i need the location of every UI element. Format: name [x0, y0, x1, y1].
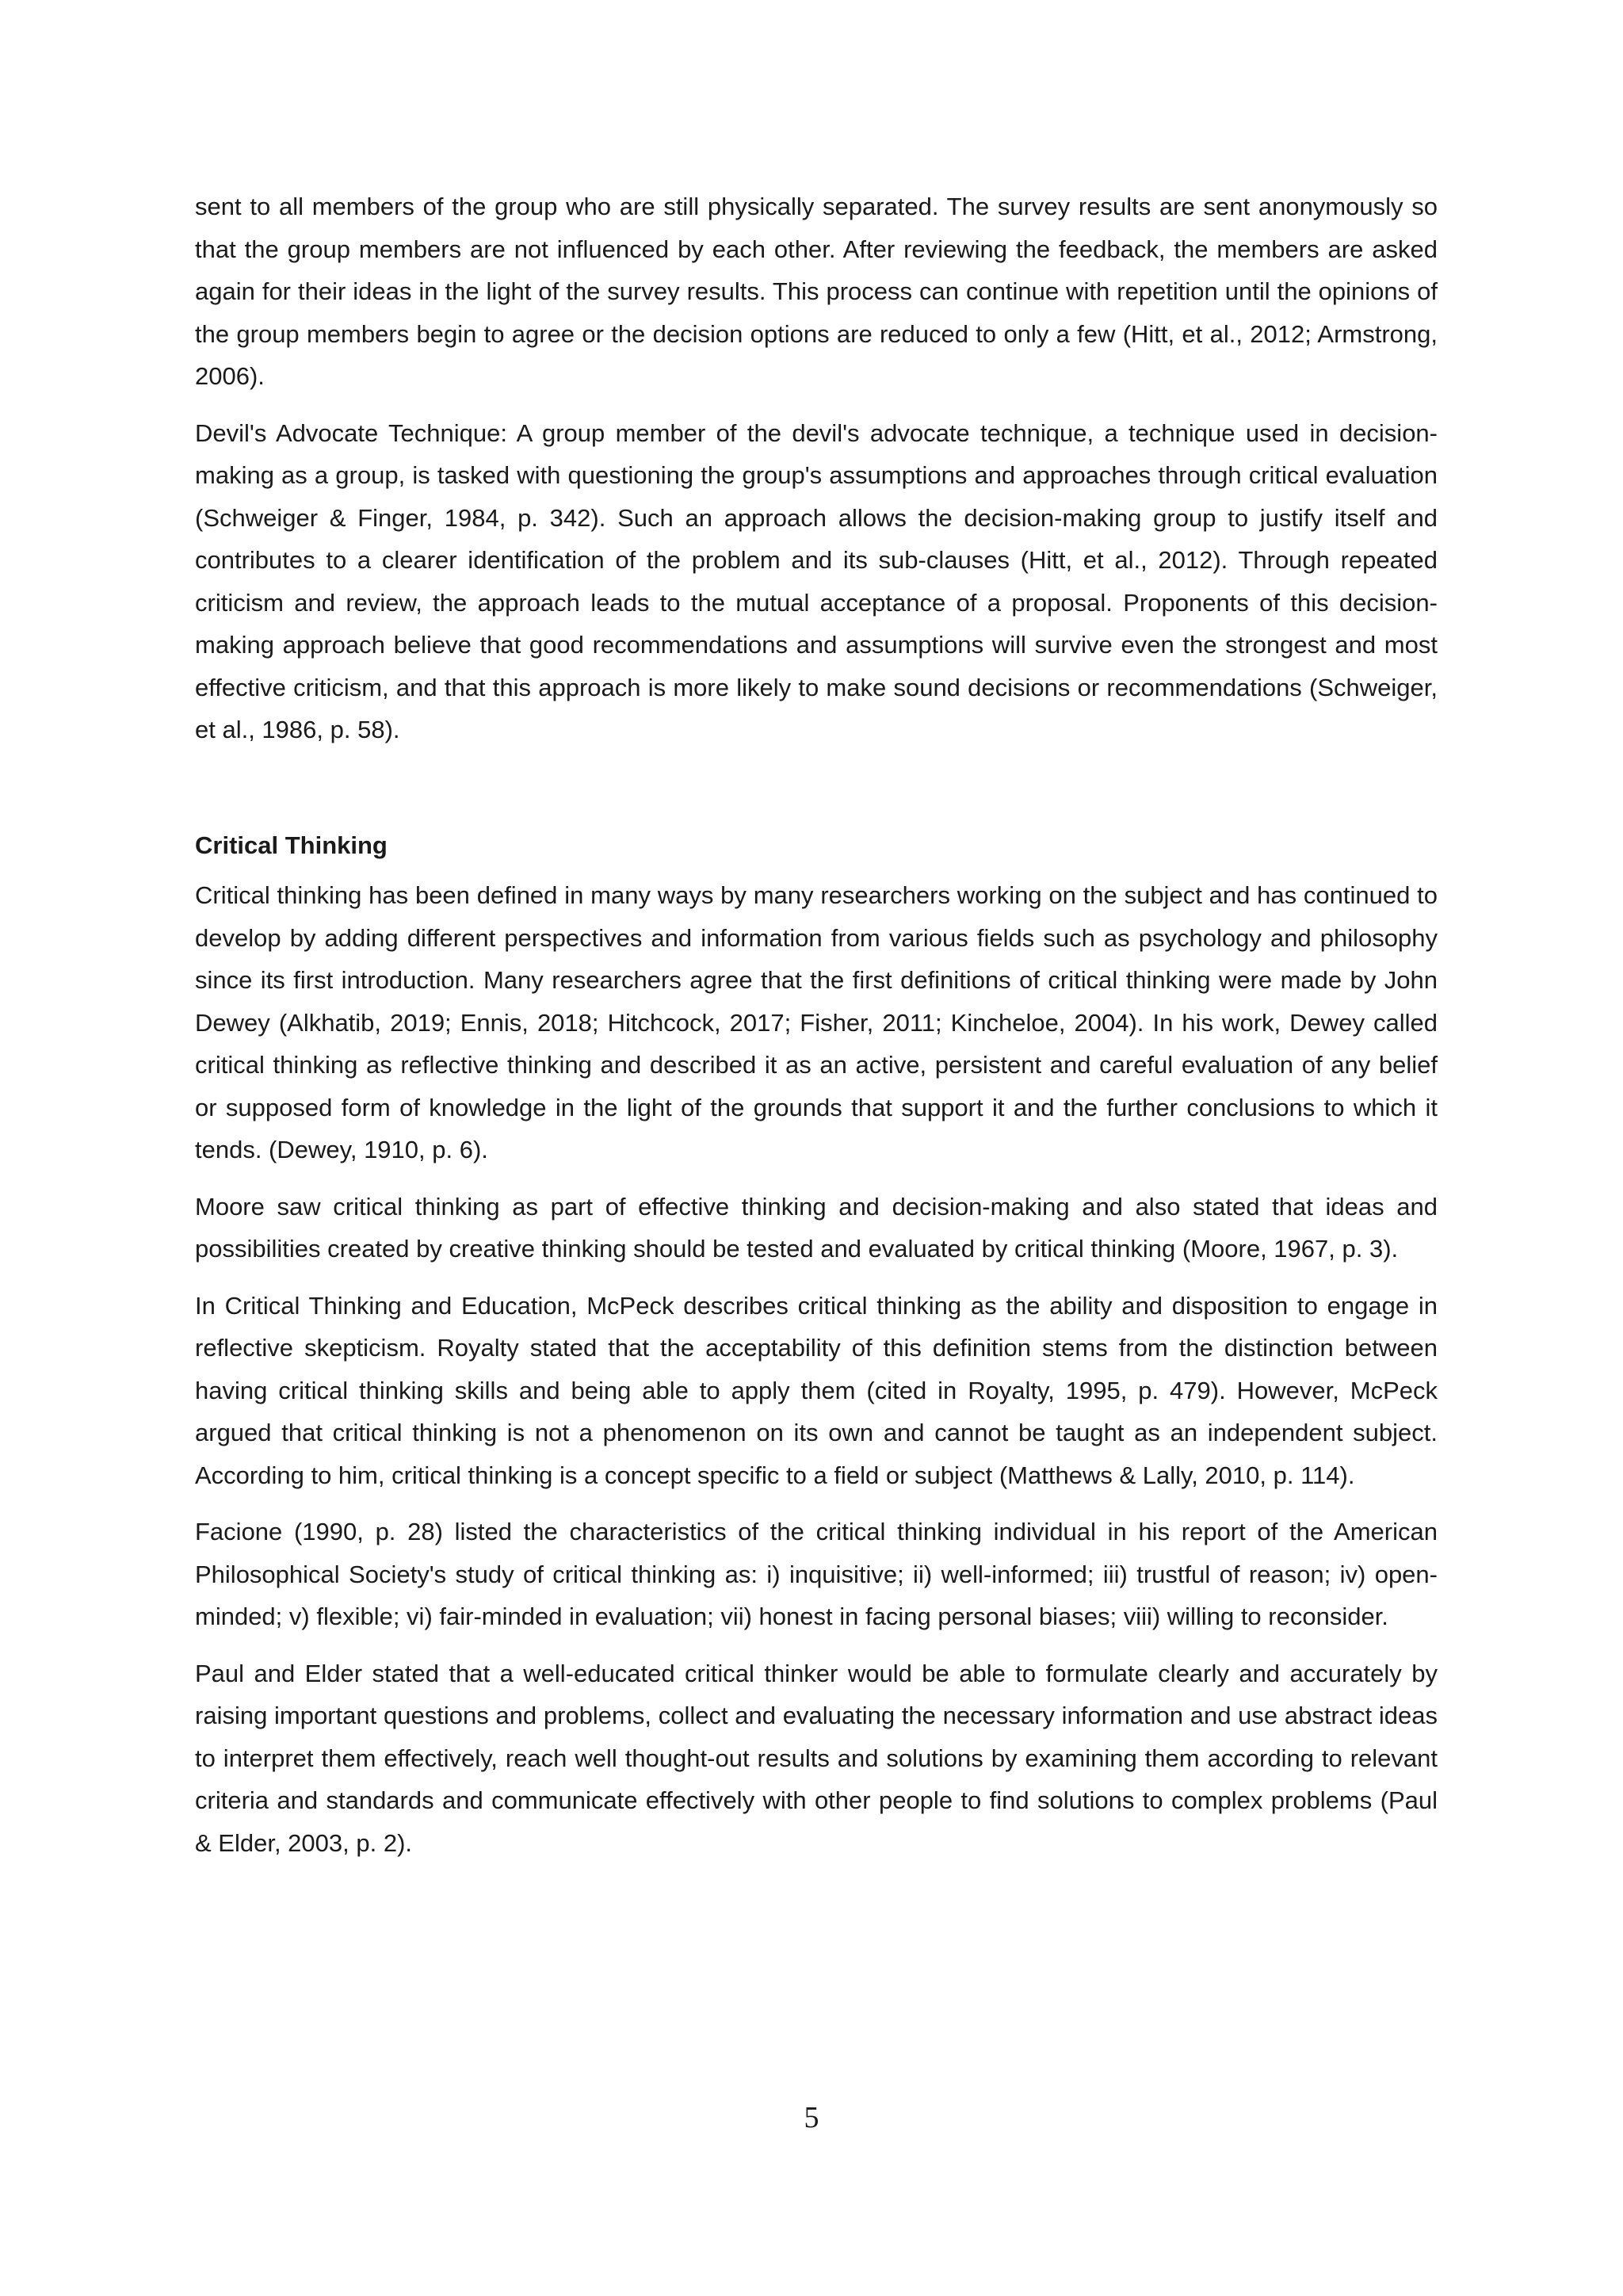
paragraph-devils-advocate: Devil's Advocate Technique: A group member of the devil's advocate technique, a technique used in decision-making as a group, is tasked with questioning the group's assumptions and approaches through critical evaluation (Schweiger & Finger, 1984, p. 342). Such an approach allows the decision-making group to justify itself and contributes to a clearer identification of the problem and its sub-clauses (Hitt, et al., 2012). Through repeated criticism and review, the approach leads to the mutual acceptance of a proposal. Proponents of this decision-making approach believe that good recommendations and assumptions will survive even the strongest and most effective criticism, and that this approach is more likely to make sound decisions or recommendations (Schweiger, et al., 1986, p. 58).	[195, 418, 1438, 743]
page-number: 5	[804, 2101, 819, 2134]
section-heading-critical-thinking: Critical Thinking	[195, 831, 388, 859]
paragraph-delphi-continuation: sent to all members of the group who are still physically separated. The survey results are sent anonymously so that the group members are not influenced by each other. After reviewing the feedback, the members are asked again for their ideas in the light of the survey results. This process can continue with repetition until the opinions of the group members begin to agree or the decision options are reduced to only a few (Hitt, et al., 2012; Armstrong, 2006).	[195, 193, 1438, 390]
page-body	[195, 185, 1438, 1878]
paragraph-mcpeck: In Critical Thinking and Education, McPeck describes critical thinking as the ability and disposition to engage in reflective skepticism. Royalty stated that the acceptability of this definition stems from the distinction between having critical thinking skills and being able to apply them (cited in Royalty, 1995, p. 479). However, McPeck argued that critical thinking is not a phenomenon on its own and cannot be taught as an independent subject. According to him, critical thinking is a concept specific to a field or subject (Matthews & Lally, 2010, p. 114).	[195, 1291, 1438, 1489]
paragraph-paul-elder: Paul and Elder stated that a well-educated critical thinker would be able to formulate clearly and accurately by raising important questions and problems, collect and evaluating the necessary information and use abstract ideas to interpret them effectively, reach well thought-out results and solutions by examining them according to relevant criteria and standards and communicate effectively with other people to find solutions to complex problems (Paul & Elder, 2003, p. 2).	[195, 1659, 1438, 1857]
paragraph-critical-thinking-definition: Critical thinking has been defined in many ways by many researchers working on the subject and has continued to develop by adding different perspectives and information from various fields such as psychology and philosophy since its first introduction. Many researchers agree that the first definitions of critical thinking were made by John Dewey (Alkhatib, 2019; Ennis, 2018; Hitchcock, 2017; Fisher, 2011; Kincheloe, 2004). In his work, Dewey called critical thinking as reflective thinking and described it as an active, persistent and careful evaluation of any belief or supposed form of knowledge in the light of the grounds that support it and the further conclusions to which it tends. (Dewey, 1910, p. 6).	[195, 881, 1438, 1163]
paragraph-moore: Moore saw critical thinking as part of effective thinking and decision-making and also stated that ideas and possibilities created by creative thinking should be tested and evaluated by critical thinking (Moore, 1967, p. 3).	[195, 1192, 1438, 1263]
paragraph-facione: Facione (1990, p. 28) listed the characteristics of the critical thinking individual in his report of the American Philosophical Society's study of critical thinking as: i) inquisitive; ii) well-informed; iii) trustful of reason; iv) open-minded; v) flexible; vi) fair-minded in evaluation; vii) honest in facing personal biases; viii) willing to reconsider.	[195, 1518, 1438, 1630]
